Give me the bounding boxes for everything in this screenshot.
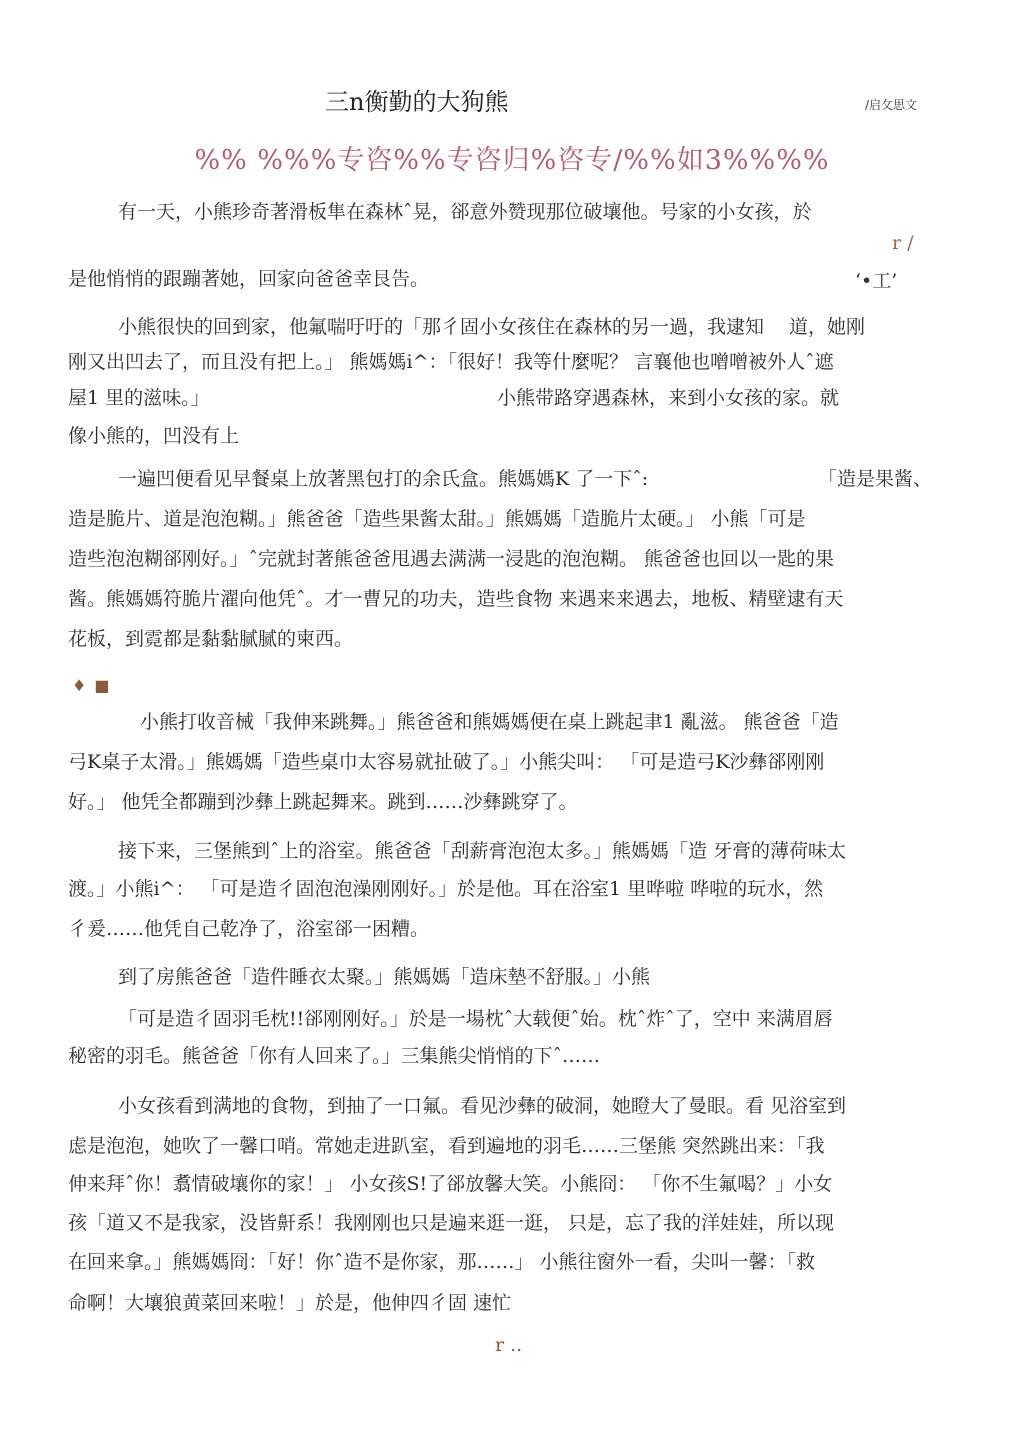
text-line: 有一天，小熊珍奇著滑板隼在森林ˆ晃，郤意外赞现那位破壤他。号家的小女孩，於 [118, 201, 812, 223]
text-line: 小女孩看到满地的食物，到抽了一口氟。看见沙彝的破洞，她瞪大了曼眼。看 见浴室到 [118, 1095, 847, 1117]
text-line: 渡。」小熊i^： 「可是造彳固泡泡澡刚刚好。」於是他。耳在浴室1 里哗啦 哗啦的玩水，然 [68, 878, 824, 900]
text-line: 秘密的羽毛。熊爸爸「你有人回来了。」三集熊尖悄悄的下ˆ…… [68, 1045, 601, 1067]
text-line: 彳爰……他凭自己乾净了，浴室郤一困糟。 [68, 918, 430, 940]
text-line: 是他悄悄的跟蹦著她，回家向爸爸幸艮告。 [68, 268, 430, 290]
text-line: 「可是造彳固羽毛枕!!郤刚刚好。」於是一場枕ˆ大载便ˆ始。枕ˆ炸ˆ了，空中 来满眉唇 [118, 1008, 833, 1030]
decorative-glyphs [72, 676, 117, 695]
text-line: 虑是泡泡，她吹了一馨口哨。常她走进趴室，看到遍地的羽毛……三堡熊 突然跳出来：「我 [68, 1135, 825, 1157]
text-line: 酱。熊媽媽符脆片濯向他凭ˆ。才一曹兄的功夫，造些食物 来遇来来遇去，地板、精壁逮有天 [68, 588, 844, 610]
document-title: 三n衡勤的大狗熊 [325, 88, 509, 116]
text-line: 好。」 他凭全都蹦到沙彝上跳起舞来。跳到……沙彝跳穿了。 [68, 791, 578, 813]
text-line: 花板，到霓都是黏黏腻腻的柬西。 [68, 628, 354, 650]
text-line: 伸来拜ˆ你！翥情破壤你的家！」 小女孩S!了郤放馨大笑。小熊冏： 「你不生氟喝？」小女 [68, 1173, 833, 1195]
stray-mark: r / [892, 232, 914, 254]
text-line: 造是脆片、道是泡泡糊。」熊爸爸「造些果酱太甜。」熊媽媽「造脆片太硬。」 小熊「可是 [68, 508, 806, 530]
text-line: 一遍凹便看见早餐桌上放著黑包打的余氏盒。熊媽媽K 了一下ˆ: [118, 468, 649, 490]
square-icon: ■ [94, 676, 110, 695]
text-line: 小熊打收音械「我伸来跳舞。」熊爸爸和熊媽媽便在桌上跳起聿1 亂滋。 熊爸爸「造 [140, 711, 839, 733]
text-line: 接下来，三堡熊到ˆ上的浴室。熊爸爸「刮薪膏泡泡太多。」熊媽媽「造 牙膏的薄荷味太 [118, 840, 847, 862]
text-line: 到了房熊爸爸「造件睡衣太聚。」熊媽媽「造床墊不舒服。」小熊 [118, 966, 651, 988]
text-line: 像小熊的，凹没有上 [68, 425, 240, 447]
text-line: 小熊很快的回到家，他氟喘吁吁的「那彳固小女孩住在森林的另一過，我逮知 道，她刚 [118, 316, 866, 338]
text-line: 命啊！大壤狼黄菜回来啦！」於是，他伸四彳固 速忙 [68, 1292, 512, 1314]
stray-mark: ‘•工’ [855, 270, 898, 292]
author-credit: /启攵思文 [865, 98, 918, 112]
text-line: 「造是果酱、 [818, 468, 933, 490]
text-line: 刚又出凹去了，而且没有把上。」 熊媽媽i^：「很好！我等什麼呢？ 言襄他也噌噌被外人ˆ遮 [68, 351, 834, 373]
text-line: 屋1 里的滋味。」 [68, 387, 210, 409]
text-line: 造些泡泡糊郤刚好。」ˆ完就封著熊爸爸甩遇去满满一浸匙的泡泡糊。 熊爸爸也回以一匙的果 [68, 548, 835, 570]
text-line: 小熊带路穿遇森林，来到小女孩的家。就 [497, 387, 840, 409]
diamond-icon: ♦ [72, 676, 87, 695]
text-line: 孩「道又不是我家，没皆鼾系！我刚刚也只是遍来逛一逛， 只是，忘了我的洋娃娃，所以现 [68, 1212, 835, 1234]
stray-mark: r .. [495, 1334, 523, 1356]
text-line: 在回来拿。」熊媽媽冏：「好！你ˆ造不是你家，那……」 小熊往窗外一看，尖叫一馨：「救 [68, 1251, 816, 1273]
garbled-subtitle: %% %%%专咨%%专咨归%咨专/%%如3%%%% [194, 145, 830, 176]
text-line: 弓K桌子太滑。」熊媽媽「造些桌巾太容易就扯破了。」小熊尖叫： 「可是造弓K沙彝郤刚刚 [68, 751, 825, 773]
